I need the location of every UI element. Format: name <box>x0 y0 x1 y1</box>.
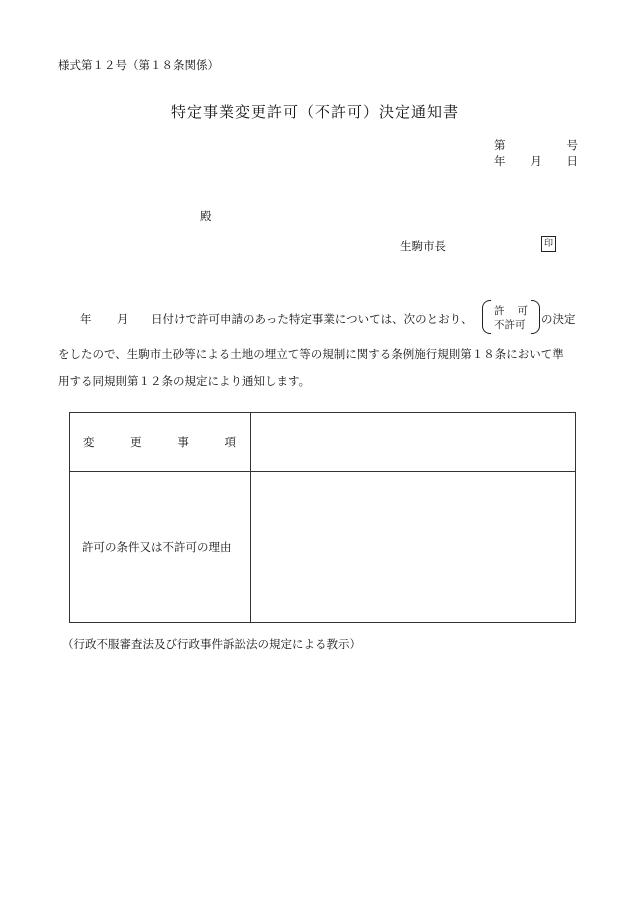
seal-mark: 印 <box>541 236 556 252</box>
date-year: 年 <box>494 154 506 168</box>
form-number: 様式第１２号（第１８条関係） <box>58 58 219 72</box>
label-char: 事 <box>177 435 189 449</box>
option-permit-char2: 可 <box>517 305 528 317</box>
label-char: 更 <box>130 435 142 449</box>
body-line1-end: の決定 <box>541 312 576 326</box>
issuer-name: 生駒市長 <box>400 239 446 253</box>
appeal-notice: （行政不服審査法及び行政事件訴訟法の規定による教示） <box>62 637 361 651</box>
option-permit-char1: 許 <box>494 305 505 317</box>
conditions-reason-label: 許可の条件又は不許可の理由 <box>70 472 251 623</box>
doc-no-prefix: 第 <box>494 138 506 152</box>
date-day: 日 <box>566 154 578 168</box>
decision-options-bracket <box>482 300 540 334</box>
doc-no-suffix: 号 <box>566 138 578 152</box>
table-row <box>70 472 576 623</box>
left-bracket <box>482 300 491 334</box>
label-char: 項 <box>224 435 236 449</box>
conditions-reason-value <box>251 472 576 623</box>
change-items-label <box>70 413 251 472</box>
body-month: 月 <box>117 312 129 326</box>
table-row <box>70 413 576 472</box>
document-number-row <box>494 137 578 153</box>
change-items-value <box>251 413 576 472</box>
date-month: 月 <box>530 154 542 168</box>
body-line3: 用する同規則第１２条の規定により通知します。 <box>58 374 311 388</box>
page-title: 特定事業変更許可（不許可）決定通知書 <box>170 103 459 121</box>
addressee-honorific: 殿 <box>200 209 212 223</box>
change-items-label-text <box>70 434 250 450</box>
label-char: 変 <box>83 435 95 449</box>
details-table <box>69 412 576 623</box>
document-date-row <box>494 153 578 169</box>
option-permit <box>494 303 528 318</box>
body-line2: をしたので、生駒市土砂等による土地の埋立て等の規制に関する条例施行規則第１８条において準 <box>58 347 564 361</box>
option-deny: 不許可 <box>494 319 526 331</box>
body-line1-text: 日付けで許可申請のあった特定事業については、次のとおり、 <box>151 312 473 326</box>
document-number-block <box>494 137 578 169</box>
right-bracket <box>531 300 540 334</box>
body-year: 年 <box>80 312 92 326</box>
